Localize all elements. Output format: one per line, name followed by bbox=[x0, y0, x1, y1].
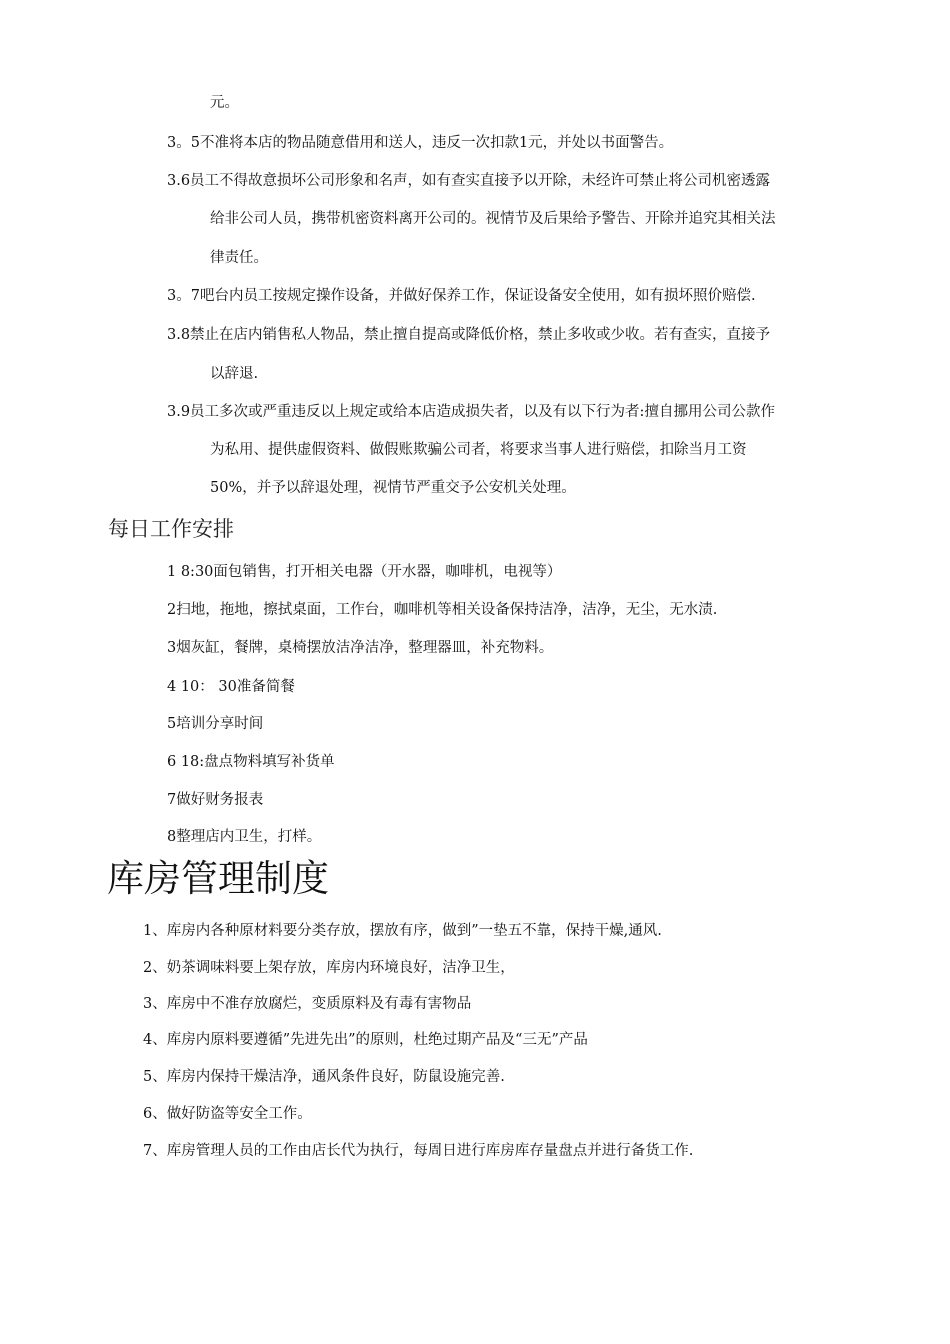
rule-3-7: 3。7吧台内员工按规定操作设备，并做好保养工作，保证设备安全使用，如有损坏照价赔偿. bbox=[167, 288, 756, 304]
warehouse-item: 6、做好防盗等安全工作。 bbox=[143, 1106, 312, 1122]
rule-3-5: 3。5不准将本店的物品随意借用和送人，违反一次扣款1元，并处以书面警告。 bbox=[167, 135, 674, 151]
schedule-item: 3烟灰缸，餐牌，桌椅摆放洁净洁净，整理器皿，补充物料。 bbox=[167, 640, 554, 656]
warehouse-item: 4、库房内原料要遵循”先进先出”的原则，杜绝过期产品及“三无”产品 bbox=[143, 1032, 588, 1048]
schedule-item: 5培训分享时间 bbox=[167, 716, 264, 732]
warehouse-item: 5、库房内保持干燥洁净，通风条件良好，防鼠设施完善. bbox=[143, 1069, 505, 1085]
schedule-item: 8整理店内卫生，打样。 bbox=[167, 829, 322, 845]
rule-3-9: 3.9员工多次或严重违反以上规定或给本店造成损失者，以及有以下行为者:擅自挪用公司公款作 bbox=[167, 404, 775, 420]
warehouse-item: 1、库房内各种原材料要分类存放，摆放有序，做到”一垫五不靠，保持干燥,通风. bbox=[143, 923, 662, 939]
schedule-item: 6 18:盘点物料填写补货单 bbox=[167, 754, 335, 770]
rule-3-8: 3.8禁止在店内销售私人物品，禁止擅自提高或降低价格，禁止多收或少收。若有查实，直接予 bbox=[167, 327, 771, 343]
rule-3-9-cont: 50%，并予以辞退处理，视情节严重交予公安机关处理。 bbox=[210, 480, 576, 496]
rule-3-8-cont: 以辞退. bbox=[210, 366, 259, 382]
rule-text-line: 元。 bbox=[210, 95, 239, 111]
rule-3-9-cont: 为私用、提供虚假资料、做假账欺骗公司者，将要求当事人进行赔偿，扣除当月工资 bbox=[210, 442, 747, 458]
warehouse-heading: 库房管理制度 bbox=[107, 857, 329, 900]
schedule-item: 1 8:30面包销售，打开相关电器（开水器，咖啡机，电视等） bbox=[167, 564, 562, 580]
schedule-item: 2扫地，拖地，擦拭桌面，工作台，咖啡机等相关设备保持洁净，洁净，无尘，无水渍. bbox=[167, 602, 718, 618]
rule-3-6: 3.6员工不得故意损坏公司形象和名声，如有查实直接予以开除，未经许可禁止将公司机密透露 bbox=[167, 173, 771, 189]
warehouse-item: 2、奶茶调味料要上架存放，库房内环境良好，洁净卫生， bbox=[143, 960, 515, 976]
daily-schedule-heading: 每日工作安排 bbox=[108, 517, 234, 541]
rule-3-6-cont: 给非公司人员，携带机密资料离开公司的。视情节及后果给予警告、开除并追究其相关法 bbox=[210, 211, 776, 227]
warehouse-item: 3、库房中不准存放腐烂，变质原料及有毒有害物品 bbox=[143, 996, 472, 1012]
schedule-item: 4 10： 30准备简餐 bbox=[167, 679, 295, 695]
rule-3-6-cont: 律责任。 bbox=[210, 250, 268, 266]
warehouse-item: 7、库房管理人员的工作由店长代为执行，每周日进行库房库存量盘点并进行备货工作. bbox=[143, 1143, 694, 1159]
schedule-item: 7做好财务报表 bbox=[167, 792, 264, 808]
